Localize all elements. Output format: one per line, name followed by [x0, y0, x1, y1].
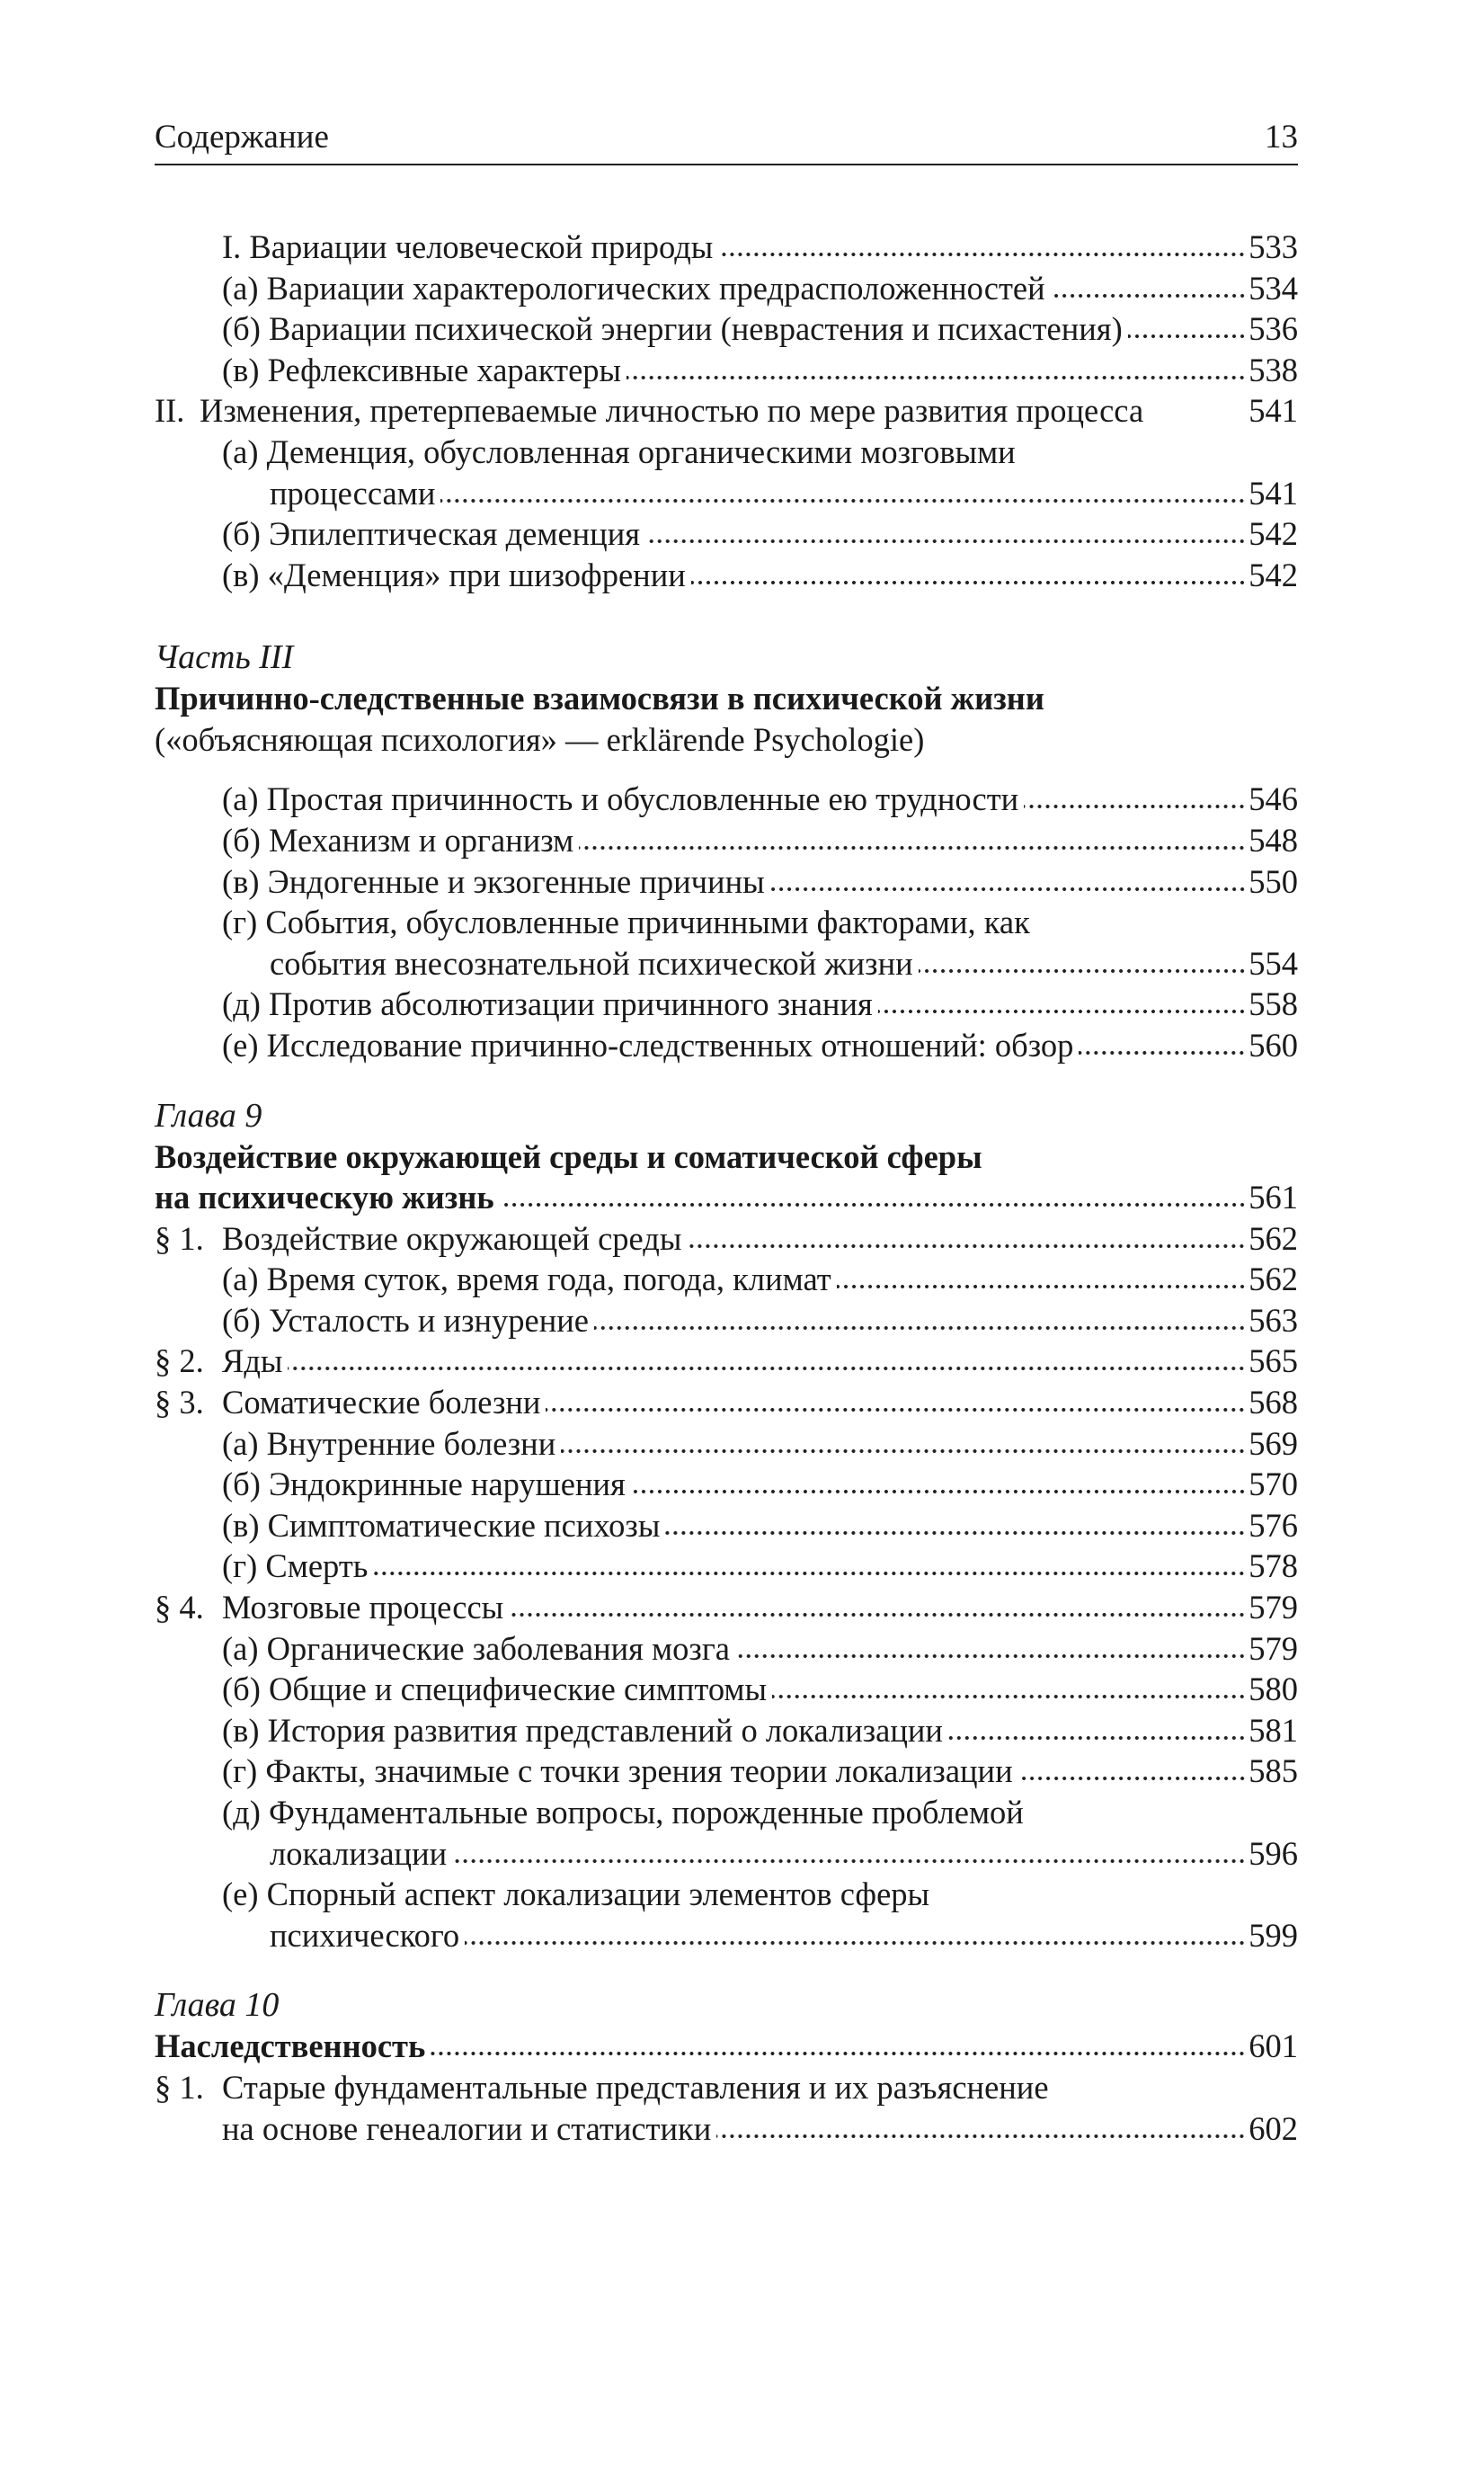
running-header-title: Содержание	[155, 119, 329, 156]
dot-leader	[948, 1734, 1246, 1742]
toc-entry-line1[interactable]: § 1. Старые фундаментальные представления и их разъяснение	[155, 2068, 1049, 2106]
toc-entry[interactable]: (в) История развития представлений о локализации 581	[155, 1710, 1298, 1751]
toc-entry[interactable]: (а) Время суток, время года, погода, климат 562	[155, 1259, 1298, 1300]
toc-page-number: 579	[1249, 1629, 1298, 1667]
toc-page-number: 546	[1249, 780, 1298, 818]
dot-leader	[878, 1008, 1246, 1015]
toc-page-number: 601	[1249, 2027, 1298, 2065]
toc-page-number: 563	[1249, 1301, 1298, 1339]
toc-entry[interactable]: (в) Симптоматические психозы 576	[155, 1505, 1298, 1546]
toc-page-number: 602	[1249, 2109, 1298, 2147]
dot-leader	[579, 844, 1246, 851]
toc-entry-line1[interactable]: (е) Спорный аспект локализации элементов сферы	[222, 1876, 930, 1913]
toc-page-number: 599	[1249, 1916, 1298, 1954]
toc-entry-continuation[interactable]: психического 599	[155, 1915, 1298, 1956]
dot-leader	[452, 1858, 1246, 1865]
toc-entry[interactable]: § 2. Яды 565	[155, 1341, 1298, 1382]
dot-leader	[691, 579, 1246, 586]
toc-entry[interactable]: (б) Механизм и организм 548	[155, 820, 1298, 861]
toc-page-number: 585	[1249, 1752, 1298, 1790]
dot-leader	[373, 1570, 1246, 1577]
dot-leader	[1128, 333, 1247, 340]
dot-leader	[509, 1611, 1246, 1618]
toc-page-number: 558	[1249, 985, 1298, 1023]
page-number: 13	[1265, 119, 1298, 156]
toc-page-number: 565	[1249, 1342, 1298, 1380]
toc-page-number: 570	[1249, 1466, 1298, 1503]
toc-page-number: 550	[1249, 862, 1298, 900]
toc-page-number: 562	[1249, 1261, 1298, 1298]
dot-leader	[770, 886, 1247, 893]
toc-entry-line1[interactable]: (а) Деменция, обусловленная органическими мозговыми	[222, 432, 1016, 470]
toc-page-number: 554	[1249, 944, 1298, 982]
toc-entry[interactable]: II. Изменения, претерпеваемые личностью по мере развития процесса 541	[155, 390, 1298, 432]
toc-page-number: 569	[1249, 1424, 1298, 1462]
toc-entry-line1[interactable]: (д) Фундаментальные вопросы, порожденные проблемой	[222, 1794, 1024, 1831]
toc-page-number: 548	[1249, 821, 1298, 859]
toc-page-number: 579	[1249, 1589, 1298, 1626]
toc-entry[interactable]: (в) «Деменция» при шизофрении 542	[155, 555, 1298, 596]
toc-entry[interactable]: (е) Исследование причинно-следственных отношений: обзор 560	[155, 1025, 1298, 1066]
dot-leader	[837, 1283, 1247, 1290]
dot-leader	[645, 538, 1246, 545]
toc-entry[interactable]: (г) Факты, значимые с точки зрения теории локализации 585	[155, 1751, 1298, 1792]
toc-entry[interactable]: (в) Рефлексивные характеры 538	[155, 350, 1298, 391]
toc-entry[interactable]: (а) Внутренние болезни 569	[155, 1423, 1298, 1465]
toc-entry[interactable]: § 3. Соматические болезни 568	[155, 1382, 1298, 1423]
dot-leader	[716, 2133, 1246, 2140]
dot-leader	[440, 497, 1246, 504]
toc-entry[interactable]: § 4. Мозговые процессы 579	[155, 1587, 1298, 1628]
toc-entry-continuation[interactable]: на основе генеалогии и статистики 602	[155, 2108, 1298, 2150]
toc-entry-continuation[interactable]: локализации 596	[155, 1833, 1298, 1875]
toc-page-number: 562	[1249, 1219, 1298, 1257]
toc-page-number: 542	[1249, 515, 1298, 553]
dot-leader	[288, 1365, 1246, 1372]
dot-leader	[561, 1448, 1246, 1455]
toc-page-number: 596	[1249, 1834, 1298, 1872]
chapter-title-line1: Воздействие окружающей среды и соматической сферы	[155, 1137, 982, 1175]
toc-page-number: 541	[1249, 392, 1298, 430]
chapter-title[interactable]: Наследственность 601	[155, 2026, 1298, 2067]
toc-page-number: 560	[1249, 1026, 1298, 1064]
dot-leader	[665, 1529, 1246, 1537]
chapter-label: Глава 9	[155, 1096, 262, 1135]
toc-entry[interactable]: § 1. Воздействие окружающей среды 562	[155, 1218, 1298, 1260]
toc-page-number: 542	[1249, 556, 1298, 593]
toc-entry[interactable]: (б) Общие и специфические симптомы 580	[155, 1669, 1298, 1710]
dot-leader	[687, 1243, 1246, 1250]
dot-leader	[1018, 1775, 1247, 1782]
toc-page-number: 536	[1249, 310, 1298, 348]
toc-entry-line1[interactable]: (г) События, обусловленные причинными факторами, как	[222, 904, 1030, 941]
toc-entry[interactable]: (в) Эндогенные и экзогенные причины 550	[155, 861, 1298, 903]
chapter-label: Глава 10	[155, 1986, 280, 2025]
toc-page-number: 578	[1249, 1547, 1298, 1585]
toc-page-number: 561	[1249, 1179, 1298, 1216]
toc-entry[interactable]: (б) Усталость и изнурение 563	[155, 1300, 1298, 1341]
dot-leader	[1024, 803, 1246, 810]
part-subtitle: («объясняющая психология» — erklärende Psychologie)	[155, 721, 925, 759]
toc-page-number: 580	[1249, 1671, 1298, 1708]
table-of-contents	[155, 227, 1298, 2149]
dot-leader	[500, 1201, 1247, 1208]
dot-leader	[919, 967, 1247, 975]
toc-entry-continuation[interactable]: события внесознательной психической жизни 554	[155, 943, 1298, 985]
dot-leader	[735, 1653, 1246, 1660]
chapter-title[interactable]: на психическую жизнь 561	[155, 1177, 1298, 1218]
toc-entry[interactable]: (б) Эндокринные нарушения 570	[155, 1464, 1298, 1505]
toc-page-number: 541	[1249, 474, 1298, 512]
dot-leader	[431, 2050, 1246, 2057]
toc-entry[interactable]: I. Вариации человеческой природы 533	[155, 227, 1298, 268]
toc-page-number: 538	[1249, 351, 1298, 388]
dot-leader	[772, 1693, 1246, 1700]
dot-leader	[626, 374, 1246, 381]
running-header	[155, 119, 1298, 165]
dot-leader	[465, 1939, 1246, 1947]
toc-page-number: 533	[1249, 228, 1298, 265]
dot-leader	[1051, 292, 1247, 299]
toc-page-number: 576	[1249, 1506, 1298, 1544]
dot-leader	[631, 1488, 1246, 1495]
toc-page-number: 568	[1249, 1384, 1298, 1421]
toc-entry[interactable]: (б) Эпилептическая деменция 542	[155, 513, 1298, 555]
toc-entry-continuation[interactable]: процессами 541	[155, 473, 1298, 514]
part-label: Часть III	[155, 638, 294, 677]
toc-entry[interactable]: (а) Органические заболевания мозга 579	[155, 1628, 1298, 1670]
toc-entry[interactable]: (а) Простая причинность и обусловленные ею трудности 546	[155, 779, 1298, 820]
toc-page-number: 534	[1249, 269, 1298, 307]
toc-page-number: 581	[1249, 1711, 1298, 1749]
dot-leader	[718, 251, 1246, 258]
dot-leader	[1079, 1049, 1246, 1056]
dot-leader	[594, 1324, 1246, 1332]
toc-entry[interactable]: (а) Вариации характерологических предрасположенностей 534	[155, 268, 1298, 309]
part-title: Причинно-следственные взаимосвязи в психической жизни	[155, 680, 1044, 717]
dot-leader	[546, 1406, 1246, 1413]
toc-entry[interactable]: (б) Вариации психической энергии (неврастения и психастения) 536	[155, 308, 1298, 350]
toc-entry[interactable]: (г) Смерть 578	[155, 1546, 1298, 1587]
toc-entry[interactable]: (д) Против абсолютизации причинного знания 558	[155, 984, 1298, 1025]
